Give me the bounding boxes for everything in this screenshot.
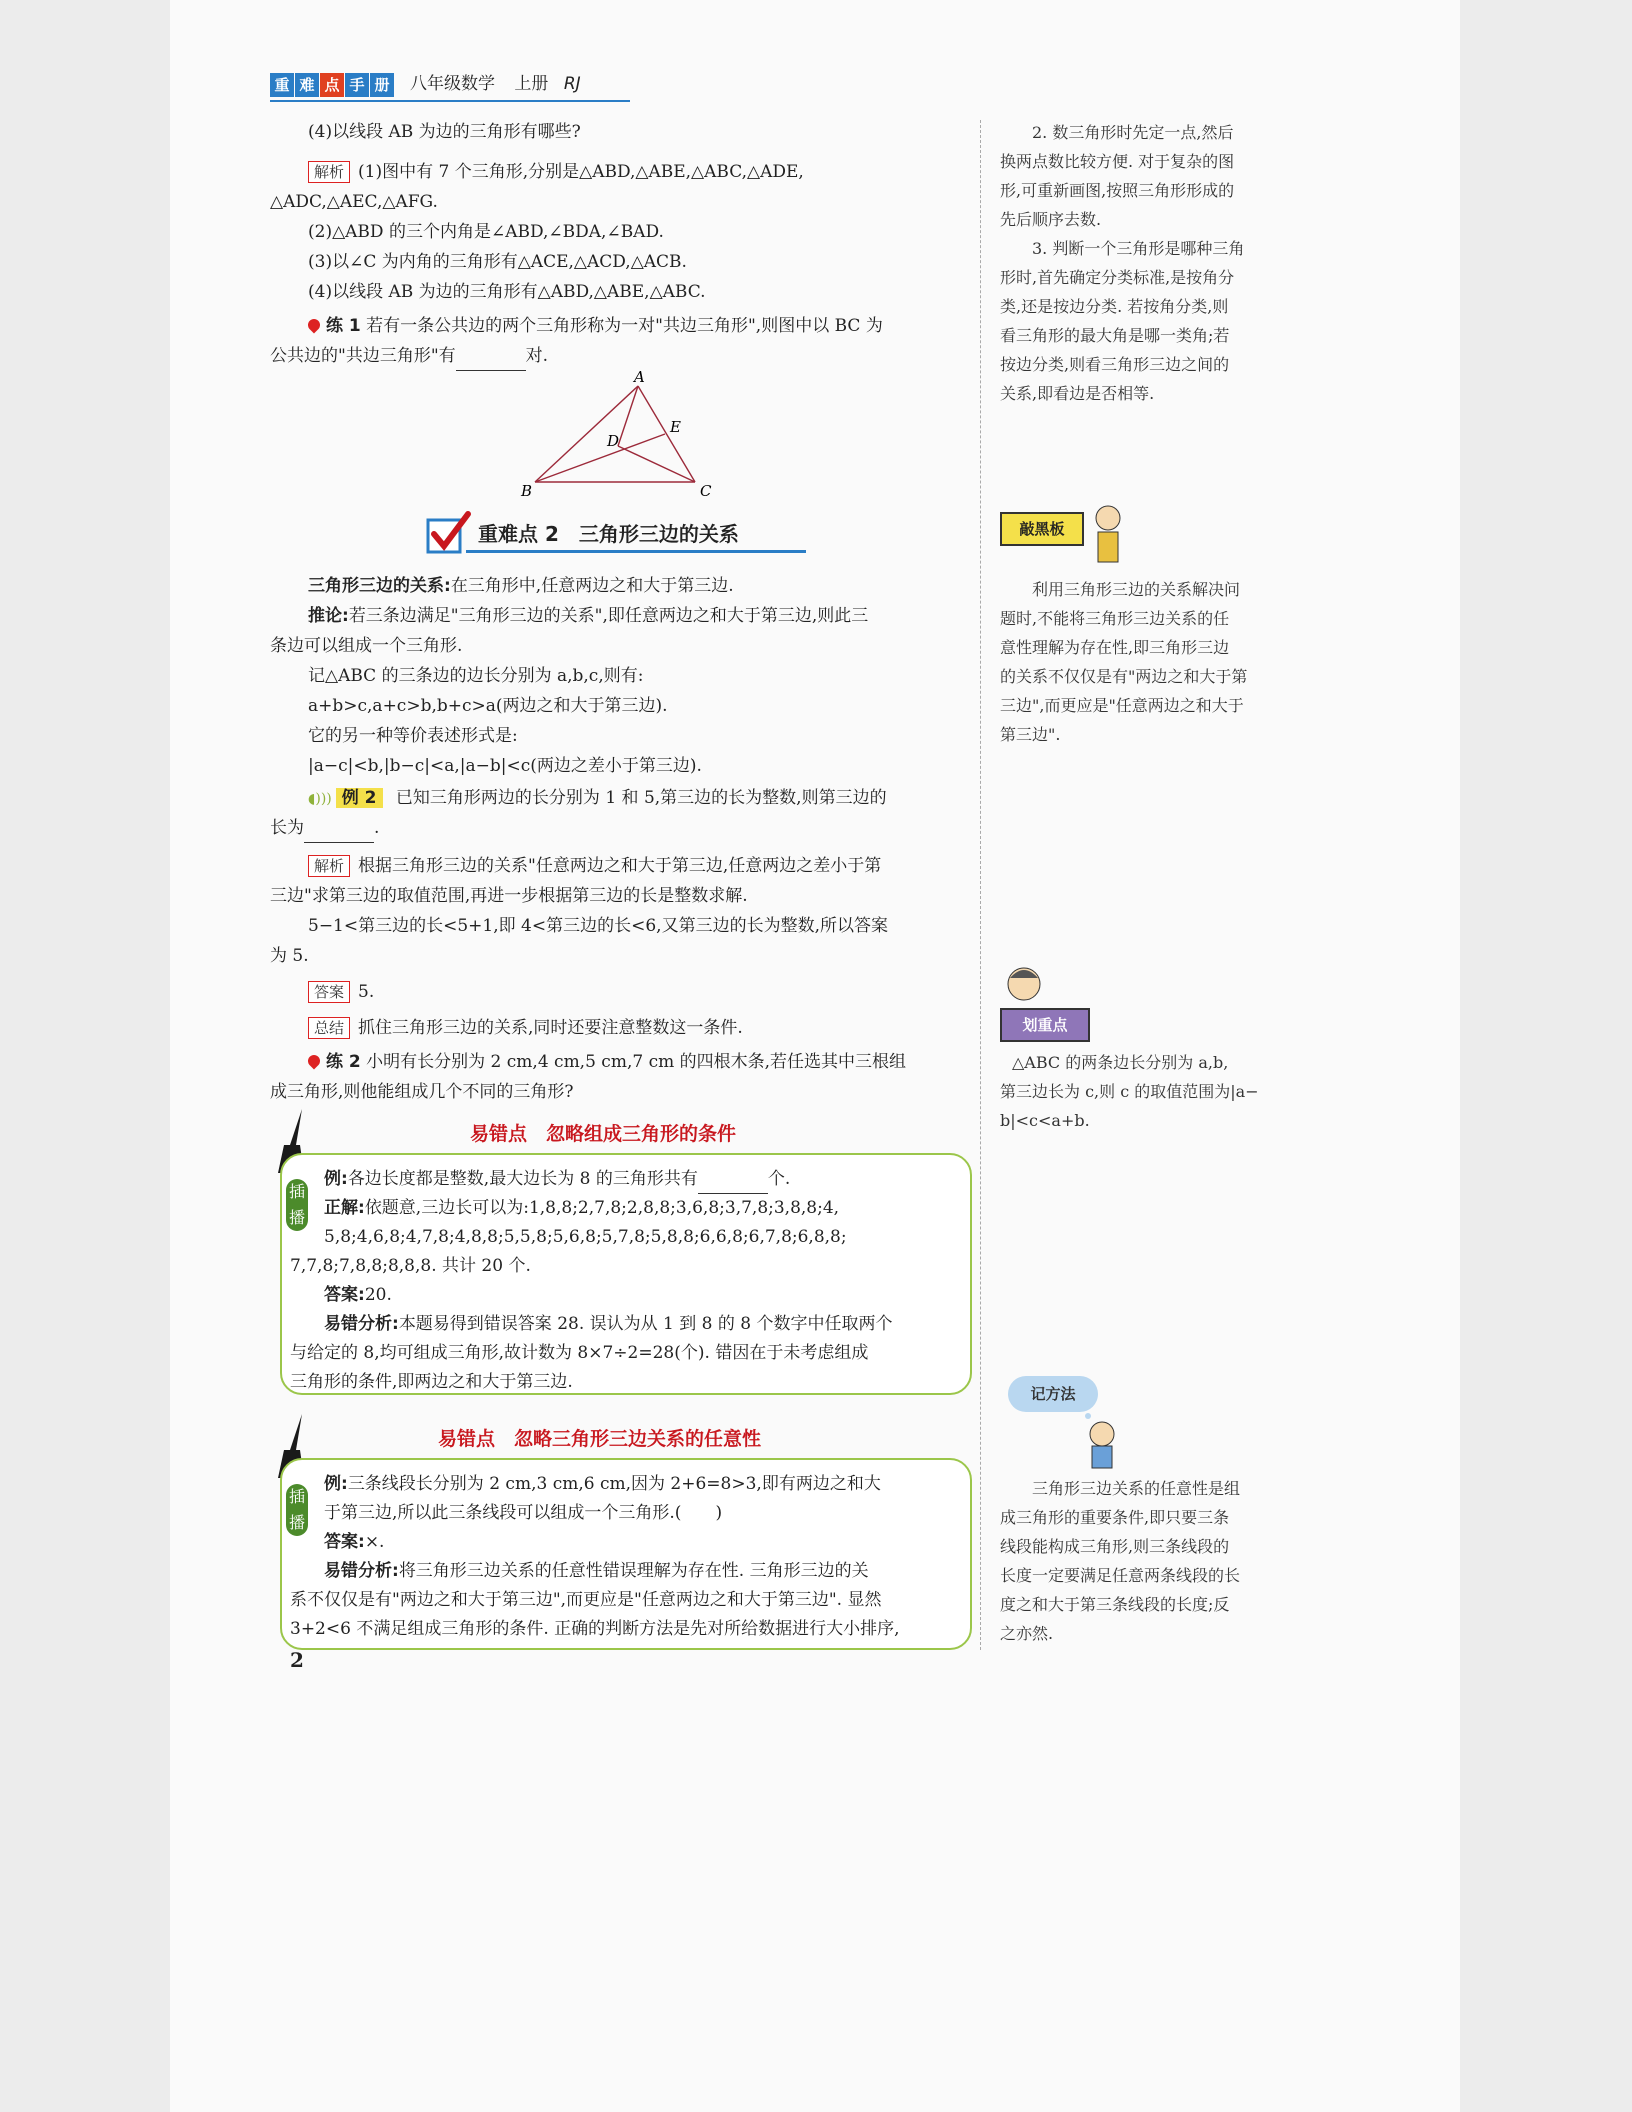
- mistake-2-error: [324, 1557, 869, 1586]
- corollary: [308, 602, 868, 631]
- note-line-1: 记△ABC 的三条边的边长分别为 a,b,c,则有:: [308, 666, 644, 686]
- note-line: b|<c<a+b.: [1000, 1111, 1090, 1130]
- section-title: 重难点 2 三角形三边的关系: [478, 522, 739, 546]
- analysis-tag: 解析: [308, 855, 350, 877]
- tip-3-line: 3. 判断一个三角形是哪种三角: [1032, 239, 1245, 258]
- tip-3-line: 按边分类,则看三角形三边之间的: [1000, 355, 1230, 374]
- answer-blank: [456, 352, 526, 371]
- analysis-text: 根据三角形三边的关系"任意两边之和大于第三边,任意两边之差小于第: [358, 856, 882, 876]
- summary-line: [308, 1014, 743, 1043]
- note-line: 的关系不仅仅是有"两边之和大于第: [1000, 667, 1248, 686]
- vertical-tag-char: 播: [288, 1513, 305, 1532]
- tip-2-line: 形,可重新画图,按照三角形形成的: [1000, 181, 1235, 200]
- answer-tag: 答案: [308, 981, 350, 1003]
- rule-label: 三角形三边的关系:: [308, 576, 451, 596]
- student-cartoon-icon: [1004, 962, 1044, 1006]
- tip-3-line: 形时,首先确定分类标准,是按角分: [1000, 268, 1235, 287]
- mistake-box-1: [270, 1105, 970, 1395]
- answer-blank: [698, 1175, 768, 1194]
- note-line: △ABC 的两条边长分别为 a,b,: [1012, 1053, 1229, 1072]
- point-d-label: D: [607, 432, 620, 450]
- header-volume: 上册: [514, 74, 549, 94]
- segment-ac: [638, 386, 695, 482]
- column-divider: [980, 120, 981, 1650]
- relation-rule: [308, 572, 734, 601]
- note-line: 线段能构成三角形,则三条线段的: [1000, 1537, 1230, 1556]
- mistake-text: ×.: [364, 1532, 385, 1552]
- analysis-line-5: (4)以线段 AB 为边的三角形有△ABD,△ABE,△ABC.: [308, 282, 706, 302]
- answer-line: [308, 978, 374, 1007]
- point-b-label: B: [521, 482, 533, 500]
- summary-tag: 总结: [308, 1017, 350, 1039]
- mistake-title-1: 易错点 忽略组成三角形的条件: [470, 1123, 737, 1145]
- pin-icon: [306, 317, 323, 334]
- header-grade: 八年级数学: [410, 74, 495, 94]
- exercise-text: 公共边的"共边三角形"有: [270, 346, 456, 366]
- analysis-text: (1)图中有 7 个三角形,分别是△ABD,△ABE,△ABC,△ADE,: [358, 162, 804, 182]
- section-underline: [466, 550, 806, 553]
- example-label-box: [336, 788, 383, 808]
- analysis-line-3: (2)△ABD 的三个内角是∠ABD,∠BDA,∠BAD.: [308, 222, 664, 242]
- analysis-line-1: [308, 158, 804, 187]
- vertical-tag: [286, 1484, 308, 1536]
- analysis-2-line-1: [308, 852, 881, 881]
- header-rule: [270, 100, 630, 102]
- answer-blank: [304, 824, 374, 843]
- mistake-2-answer: [324, 1528, 384, 1557]
- mistake-label: 易错分析:: [324, 1561, 399, 1581]
- exercise-1: [308, 312, 883, 341]
- example-label: 例 2: [341, 788, 377, 808]
- mistake-2-error-2: 系不仅仅是有"两边之和大于第三边",而更应是"任意两边之和大于第三边". 显然: [290, 1590, 882, 1610]
- note-line: 三角形三边关系的任意性是组: [1032, 1479, 1241, 1498]
- summary-text: 抓住三角形三边的关系,同时还要注意整数这一条件.: [358, 1018, 743, 1038]
- note-line: 题时,不能将三角形三边关系的任: [1000, 609, 1230, 628]
- pin-icon: [306, 1053, 323, 1070]
- exercise-2: [308, 1048, 906, 1077]
- tip-3-line: 类,还是按边分类. 若按角分类,则: [1000, 297, 1229, 316]
- badge-memory-method: 记方法: [1008, 1376, 1098, 1412]
- mistake-2-error-3: 3+2<6 不满足组成三角形的条件. 正确的判断方法是先对所给数据进行大小排序,: [290, 1619, 900, 1639]
- logo-char: 重: [270, 73, 294, 97]
- exercise-1-line-2: [270, 342, 548, 371]
- tip-2-line: 换两点数比较方便. 对于复杂的图: [1000, 152, 1235, 171]
- segment-be: [535, 434, 665, 482]
- badge-highlight: 划重点: [1000, 1008, 1090, 1042]
- analysis-2-line-4: 为 5.: [270, 946, 309, 966]
- example-2-line-2: [270, 814, 379, 843]
- header-subtitle: [410, 70, 581, 99]
- page-number: 2: [290, 1648, 304, 1672]
- mistake-2-example-2: 于第三边,所以此三条线段可以组成一个三角形.( ): [324, 1503, 723, 1523]
- note-line: 利用三角形三边的关系解决问: [1032, 580, 1241, 599]
- mistake-1-error-3: 三角形的条件,即两边之和大于第三边.: [290, 1372, 573, 1392]
- note-line: 第三边".: [1000, 725, 1061, 744]
- analysis-2-line-2: 三边"求第三边的取值范围,再进一步根据第三边的长是整数求解.: [270, 886, 748, 906]
- mistake-label: 例:: [324, 1169, 348, 1189]
- exercise-2-line-2: 成三角形,则他能组成几个不同的三角形?: [270, 1082, 574, 1102]
- corollary-line-2: 条边可以组成一个三角形.: [270, 636, 463, 656]
- mistake-1-solution: [324, 1194, 839, 1223]
- note-line-2: a+b>c,a+c>b,b+c>a(两边之和大于第三边).: [308, 696, 668, 716]
- exercise-label: 练 2: [326, 1052, 361, 1072]
- note-line: 长度一定要满足任意两条线段的长: [1000, 1566, 1241, 1585]
- corollary-label: 推论:: [308, 606, 349, 626]
- example-text: 已知三角形两边的长分别为 1 和 5,第三边的长为整数,则第三边的: [395, 788, 887, 808]
- sidebar-tips: [1000, 118, 1244, 408]
- mistake-label: 正解:: [324, 1198, 365, 1218]
- exercise-text: 对.: [525, 346, 549, 366]
- example-text: 长为: [270, 818, 304, 838]
- point-c-label: C: [700, 482, 712, 500]
- rule-text: 在三角形中,任意两边之和大于第三边.: [450, 576, 734, 596]
- vertical-tag-char: 播: [288, 1208, 305, 1227]
- logo-char: 册: [370, 73, 394, 97]
- mistake-label: 答案:: [324, 1285, 365, 1305]
- analysis-tag: 解析: [308, 161, 350, 183]
- mistake-text: 各边长度都是整数,最大边长为 8 的三角形共有: [347, 1169, 698, 1189]
- logo-char: 难: [295, 73, 319, 97]
- tip-2-line: 2. 数三角形时先定一点,然后: [1032, 123, 1234, 142]
- mistake-label: 答案:: [324, 1532, 365, 1552]
- note-line: 成三角形的重要条件,即只要三条: [1000, 1508, 1230, 1527]
- mistake-text: 20.: [364, 1285, 392, 1305]
- vertical-tag-char: 插: [288, 1487, 305, 1506]
- mistake-title-2: 易错点 忽略三角形三边关系的任意性: [438, 1428, 762, 1450]
- mistake-label: 例:: [324, 1474, 348, 1494]
- section-heading: [422, 510, 812, 556]
- tip-3-line: 看三角形的最大角是哪一类角;若: [1000, 326, 1230, 345]
- tip-3-line: 关系,即看边是否相等.: [1000, 384, 1155, 403]
- note-knock-blackboard: [1000, 575, 1247, 749]
- note-line: 度之和大于第三条线段的长度;反: [1000, 1595, 1230, 1614]
- exercise-text: 若有一条公共边的两个三角形称为一对"共边三角形",则图中以 BC 为: [366, 316, 883, 336]
- mistake-1-solution-2: 5,8;4,6,8;4,7,8;4,8,8;5,5,8;5,6,8;5,7,8;5,8,8;6,6,8;6,7,8;6,8,8;: [324, 1227, 847, 1247]
- tip-2-line: 先后顺序去数.: [1000, 210, 1102, 229]
- book-logo: [270, 73, 395, 97]
- analysis-2-line-3: 5−1<第三边的长<5+1,即 4<第三边的长<6,又第三边的长为整数,所以答案: [308, 916, 888, 936]
- speaker-icon: ◖))): [308, 791, 332, 807]
- question-4: (4)以线段 AB 为边的三角形有哪些?: [308, 122, 581, 142]
- note-line-3: 它的另一种等价表述形式是:: [308, 726, 518, 746]
- corollary-text: 若三条边满足"三角形三边的关系",即任意两边之和大于第三边,则此三: [348, 606, 869, 626]
- mistake-1-example: [324, 1165, 790, 1194]
- note-line: 三边",而更应是"任意两边之和大于: [1000, 696, 1244, 715]
- mistake-box-2: [270, 1410, 970, 1650]
- answer-value: 5.: [358, 982, 375, 1002]
- example-text: .: [374, 818, 380, 838]
- mistake-label: 易错分析:: [324, 1314, 399, 1334]
- note-memory-method: [1000, 1474, 1240, 1648]
- analysis-line-4: (3)以∠C 为内角的三角形有△ACE,△ACD,△ACB.: [308, 252, 687, 272]
- vertical-tag-char: 插: [288, 1182, 305, 1201]
- logo-char: 点: [320, 73, 344, 97]
- note-highlight: [1000, 1048, 1259, 1135]
- mistake-1-error: [324, 1310, 893, 1339]
- exercise-text: 小明有长分别为 2 cm,4 cm,5 cm,7 cm 的四根木条,若任选其中三根组: [366, 1052, 907, 1072]
- logo-char: 手: [345, 73, 369, 97]
- mistake-text: 将三角形三边关系的任意性错误理解为存在性. 三角形三边的关: [398, 1561, 869, 1581]
- mistake-1-solution-3: 7,7,8;7,8,8;8,8,8. 共计 20 个.: [290, 1256, 531, 1276]
- mistake-1-error-2: 与给定的 8,均可组成三角形,故计数为 8×7÷2=28(个). 错因在于未考虑组成: [290, 1343, 869, 1363]
- mistake-text: 依题意,三边长可以为:1,8,8;2,7,8;2,8,8;3,6,8;3,7,8;3,8,8;4,: [364, 1198, 840, 1218]
- note-line: 之亦然.: [1000, 1624, 1054, 1643]
- point-a-label: A: [634, 370, 645, 386]
- mistake-text: 三条线段长分别为 2 cm,3 cm,6 cm,因为 2+6=8>3,即有两边之和大: [347, 1474, 881, 1494]
- mistake-2-example: [324, 1470, 881, 1499]
- mistake-text: 本题易得到错误答案 28. 误认为从 1 到 8 的 8 个数字中任取两个: [398, 1314, 893, 1334]
- exercise-label: 练 1: [326, 316, 361, 336]
- thinking-cartoon-icon: [1080, 1410, 1120, 1470]
- triangle-figure: [510, 370, 740, 500]
- segment-cd: [618, 446, 695, 482]
- header-edition: RJ: [563, 74, 581, 94]
- analysis-line-2: △ADC,△AEC,△AFG.: [270, 192, 438, 212]
- note-line: 第三边长为 c,则 c 的取值范围为|a−: [1000, 1082, 1259, 1101]
- badge-knock-blackboard: 敲黑板: [1000, 512, 1084, 546]
- mistake-1-answer: [324, 1281, 392, 1310]
- note-line-4: |a−c|<b,|b−c|<a,|a−b|<c(两边之差小于第三边).: [308, 756, 702, 776]
- teacher-cartoon-icon: [1088, 502, 1128, 566]
- example-2: [308, 784, 887, 814]
- note-line: 意性理解为存在性,即三角形三边: [1000, 638, 1230, 657]
- mistake-text: 个.: [767, 1169, 791, 1189]
- point-e-label: E: [670, 418, 681, 436]
- vertical-tag: [286, 1179, 308, 1231]
